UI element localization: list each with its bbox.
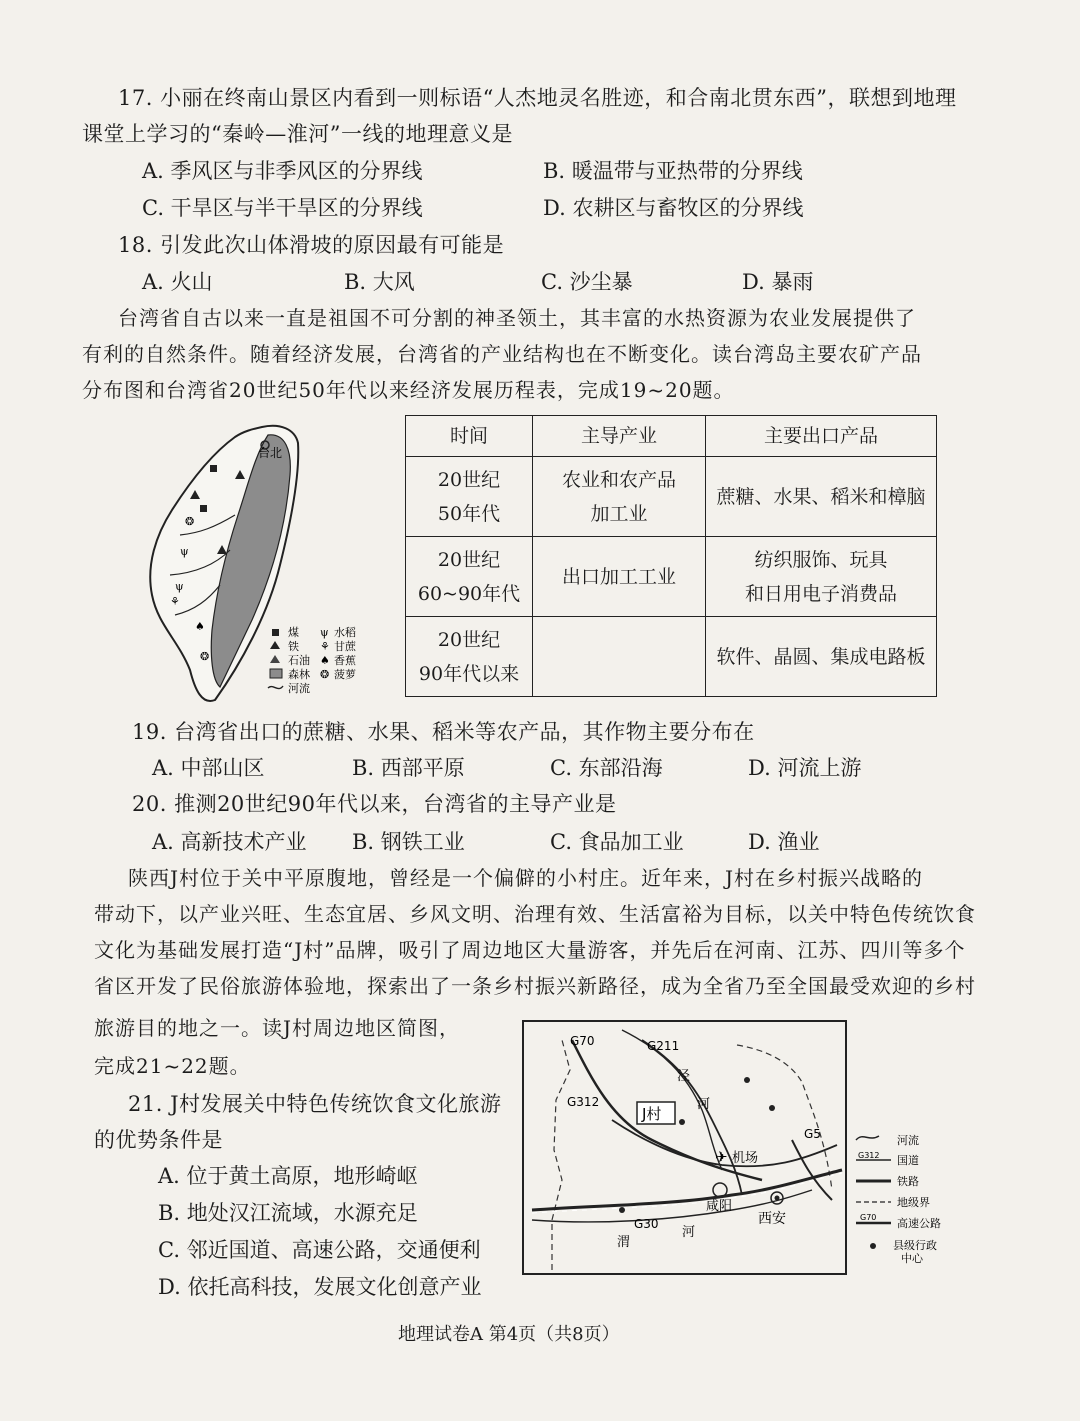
q21-stem-line2: 的优势条件是 xyxy=(94,1128,223,1152)
q17-option-b[interactable]: B. 暖温带与亚热带的分界线 xyxy=(543,159,803,183)
legend-iron-icon xyxy=(270,641,280,649)
xianyang-city-icon xyxy=(713,1183,727,1197)
legend-county-icon xyxy=(870,1243,876,1249)
legend-county-label-1: 县级行政 xyxy=(893,1239,937,1252)
g5-label: G5 xyxy=(804,1127,821,1141)
row1-industry: 农业和农产品 加工业 xyxy=(533,457,706,537)
legend-banana-label: 香蕉 xyxy=(334,654,356,667)
county-center-icon xyxy=(619,1207,625,1213)
legend-river-icon xyxy=(268,686,283,689)
q18-option-b[interactable]: B. 大风 xyxy=(344,270,415,294)
wei-river-label-1: 渭 xyxy=(617,1235,631,1250)
row3-industry xyxy=(533,617,706,697)
q17-option-a[interactable]: A. 季风区与非季风区的分界线 xyxy=(142,159,423,183)
q18-option-c[interactable]: C. 沙尘暴 xyxy=(541,270,633,294)
banana-icon: ♠ xyxy=(195,620,205,633)
wei-river-label-2: 河 xyxy=(682,1225,696,1240)
pineapple-icon: ❂ xyxy=(185,515,195,528)
q21-option-a[interactable]: A. 位于黄土高原，地形崎岖 xyxy=(158,1164,418,1188)
g30-label: G30 xyxy=(634,1217,659,1231)
q17-stem-line1: 17. 小丽在终南山景区内看到一则标语“人杰地灵名胜迹，和合南北贯东西”，联想到地理 xyxy=(118,86,957,110)
row2-time: 20世纪 60~90年代 xyxy=(406,537,533,617)
jvillage-dot xyxy=(679,1119,685,1125)
legend-forest-icon xyxy=(270,669,282,678)
row3-exports: 软件、晶圆、集成电路板 xyxy=(706,617,937,697)
legend-iron-label: 铁 xyxy=(288,640,299,653)
table-header-row xyxy=(406,416,937,457)
q21-stem-line1: 21. J村发展关中特色传统饮食文化旅游 xyxy=(128,1092,502,1116)
legend-river-icon xyxy=(856,1136,879,1140)
g70-label: G70 xyxy=(570,1034,595,1048)
q18-option-a[interactable]: A. 火山 xyxy=(142,270,213,294)
legend-coal-label: 煤 xyxy=(288,626,299,639)
jvillage-area-map xyxy=(522,1020,847,1275)
header-time: 时间 xyxy=(406,416,533,457)
q19-option-c[interactable]: C. 东部沿海 xyxy=(550,756,663,780)
rice-icon: ψ xyxy=(180,545,189,558)
table-row xyxy=(406,537,937,617)
sugarcane-icon: ⚘ xyxy=(170,595,180,608)
row1-exports: 蔗糖、水果、稻米和樟脑 xyxy=(706,457,937,537)
county-center-icon xyxy=(769,1105,775,1111)
taipei-label: 台北 xyxy=(258,446,283,460)
legend-oil-icon xyxy=(270,655,280,663)
legend-pineapple-icon: ❂ xyxy=(320,668,330,681)
jvillage-intro-line2: 带动下，以产业兴旺、生态宜居、乡风文明、治理有效、生活富裕为目标，以关中特色传统饮食 xyxy=(94,902,976,926)
pineapple-icon: ❂ xyxy=(200,650,210,663)
coal-icon xyxy=(200,505,207,512)
q19-option-a[interactable]: A. 中部山区 xyxy=(152,756,265,780)
xianyang-label: 咸阳 xyxy=(706,1199,733,1214)
jvillage-intro-line1: 陕西J村位于关中平原腹地，曾经是一个偏僻的小村庄。近年来，J村在乡村振兴战略的 xyxy=(128,866,924,890)
jvillage-label: J村 xyxy=(642,1105,662,1123)
county-center-icon xyxy=(744,1077,750,1083)
railway-line xyxy=(532,1170,842,1210)
q19-option-b[interactable]: B. 西部平原 xyxy=(352,756,465,780)
legend-road-symbol: G312 xyxy=(858,1151,880,1160)
airplane-icon: ✈ xyxy=(715,1148,728,1166)
table-row xyxy=(406,457,937,537)
legend-boundary-label: 地级界 xyxy=(897,1196,930,1209)
legend-expressway-symbol: G70 xyxy=(860,1213,877,1222)
row3-time: 20世纪 90年代以来 xyxy=(406,617,533,697)
page-footer: 地理试卷A 第4页（共8页） xyxy=(398,1324,620,1345)
table-row xyxy=(406,617,937,697)
legend-county-label-2: 中心 xyxy=(901,1252,923,1265)
g211-label: G211 xyxy=(647,1039,680,1053)
q21-option-d[interactable]: D. 依托高科技，发展文化创意产业 xyxy=(158,1275,482,1299)
q21-option-c[interactable]: C. 邻近国道、高速公路，交通便利 xyxy=(158,1238,481,1262)
q17-option-c[interactable]: C. 干旱区与半干旱区的分界线 xyxy=(142,196,423,220)
jvillage-intro-line4: 省区开发了民俗旅游体验地，探索出了一条乡村振兴新路径，成为全省乃至全国最受欢迎的乡村 xyxy=(94,974,976,998)
legend-banana-icon: ♠ xyxy=(320,654,330,667)
boundary-line xyxy=(737,1045,832,1190)
airport-label: 机场 xyxy=(732,1151,759,1166)
legend-river-label: 河流 xyxy=(897,1134,919,1147)
jvillage-intro-line6: 完成21~22题。 xyxy=(94,1054,251,1078)
coal-icon xyxy=(210,465,217,472)
q19-option-d[interactable]: D. 河流上游 xyxy=(748,756,862,780)
row2-exports: 纺织服饰、玩具 和日用电子消费品 xyxy=(706,537,937,617)
legend-forest-label: 森林 xyxy=(288,668,310,681)
legend-oil-label: 石油 xyxy=(288,654,310,667)
xian-city-dot xyxy=(775,1196,780,1201)
jvillage-intro-line5: 旅游目的地之一。读J村周边地区简图， xyxy=(94,1016,461,1040)
g312-label: G312 xyxy=(567,1095,600,1109)
q20-option-d[interactable]: D. 渔业 xyxy=(748,830,820,854)
q21-option-b[interactable]: B. 地处汉江流域，水源充足 xyxy=(158,1201,418,1225)
jvillage-intro-line3: 文化为基础发展打造“J村”品牌，吸引了周边地区大量游客，并先后在河南、江苏、四川等多个 xyxy=(94,938,966,962)
jmap-legend xyxy=(853,1128,963,1268)
jing-river-label-2: 河 xyxy=(697,1097,711,1112)
legend-road-label: 国道 xyxy=(897,1154,919,1167)
q18-option-d[interactable]: D. 暴雨 xyxy=(742,270,814,294)
taiwan-economy-table xyxy=(405,415,937,697)
legend-pineapple-label: 菠萝 xyxy=(334,668,356,681)
legend-river-label: 河流 xyxy=(288,682,310,695)
q20-option-b[interactable]: B. 钢铁工业 xyxy=(352,830,465,854)
legend-rice-label: 水稻 xyxy=(334,626,356,639)
legend-rice-icon: ψ xyxy=(320,626,329,639)
header-industry: 主导产业 xyxy=(533,416,706,457)
taiwan-product-map xyxy=(140,415,380,710)
rice-icon: ψ xyxy=(175,580,184,593)
q18-stem: 18. 引发此次山体滑坡的原因最有可能是 xyxy=(118,233,505,257)
legend-sugarcane-icon: ⚘ xyxy=(320,640,330,653)
taiwan-intro-line3: 分布图和台湾省20世纪50年代以来经济发展历程表，完成19~20题。 xyxy=(82,378,735,402)
q20-option-c[interactable]: C. 食品加工业 xyxy=(550,830,684,854)
q20-option-a[interactable]: A. 高新技术产业 xyxy=(152,830,307,854)
q17-stem-line2: 课堂上学习的“秦岭—淮河”一线的地理意义是 xyxy=(82,122,513,146)
boundary-line xyxy=(552,1040,570,1270)
taiwan-intro-line2: 有利的自然条件。随着经济发展，台湾省的产业结构也在不断变化。读台湾岛主要农矿产品 xyxy=(82,342,922,366)
q19-stem: 19. 台湾省出口的蔗糖、水果、稻米等农产品，其作物主要分布在 xyxy=(132,720,755,744)
legend-rail-label: 铁路 xyxy=(897,1175,919,1188)
q20-stem: 20. 推测20世纪90年代以来，台湾省的主导产业是 xyxy=(132,792,617,816)
legend-expressway-label: 高速公路 xyxy=(897,1217,941,1230)
xian-label: 西安 xyxy=(758,1211,786,1227)
row1-time: 20世纪 50年代 xyxy=(406,457,533,537)
taiwan-intro-line1: 台湾省自古以来一直是祖国不可分割的神圣领土，其丰富的水热资源为农业发展提供了 xyxy=(118,306,916,330)
q17-option-d[interactable]: D. 农耕区与畜牧区的分界线 xyxy=(543,196,804,220)
legend-coal-icon xyxy=(272,629,279,636)
row2-industry: 出口加工工业 xyxy=(533,537,706,617)
legend-sugarcane-label: 甘蔗 xyxy=(334,640,356,653)
header-exports: 主要出口产品 xyxy=(706,416,937,457)
jing-river-label-1: 泾 xyxy=(677,1069,691,1084)
